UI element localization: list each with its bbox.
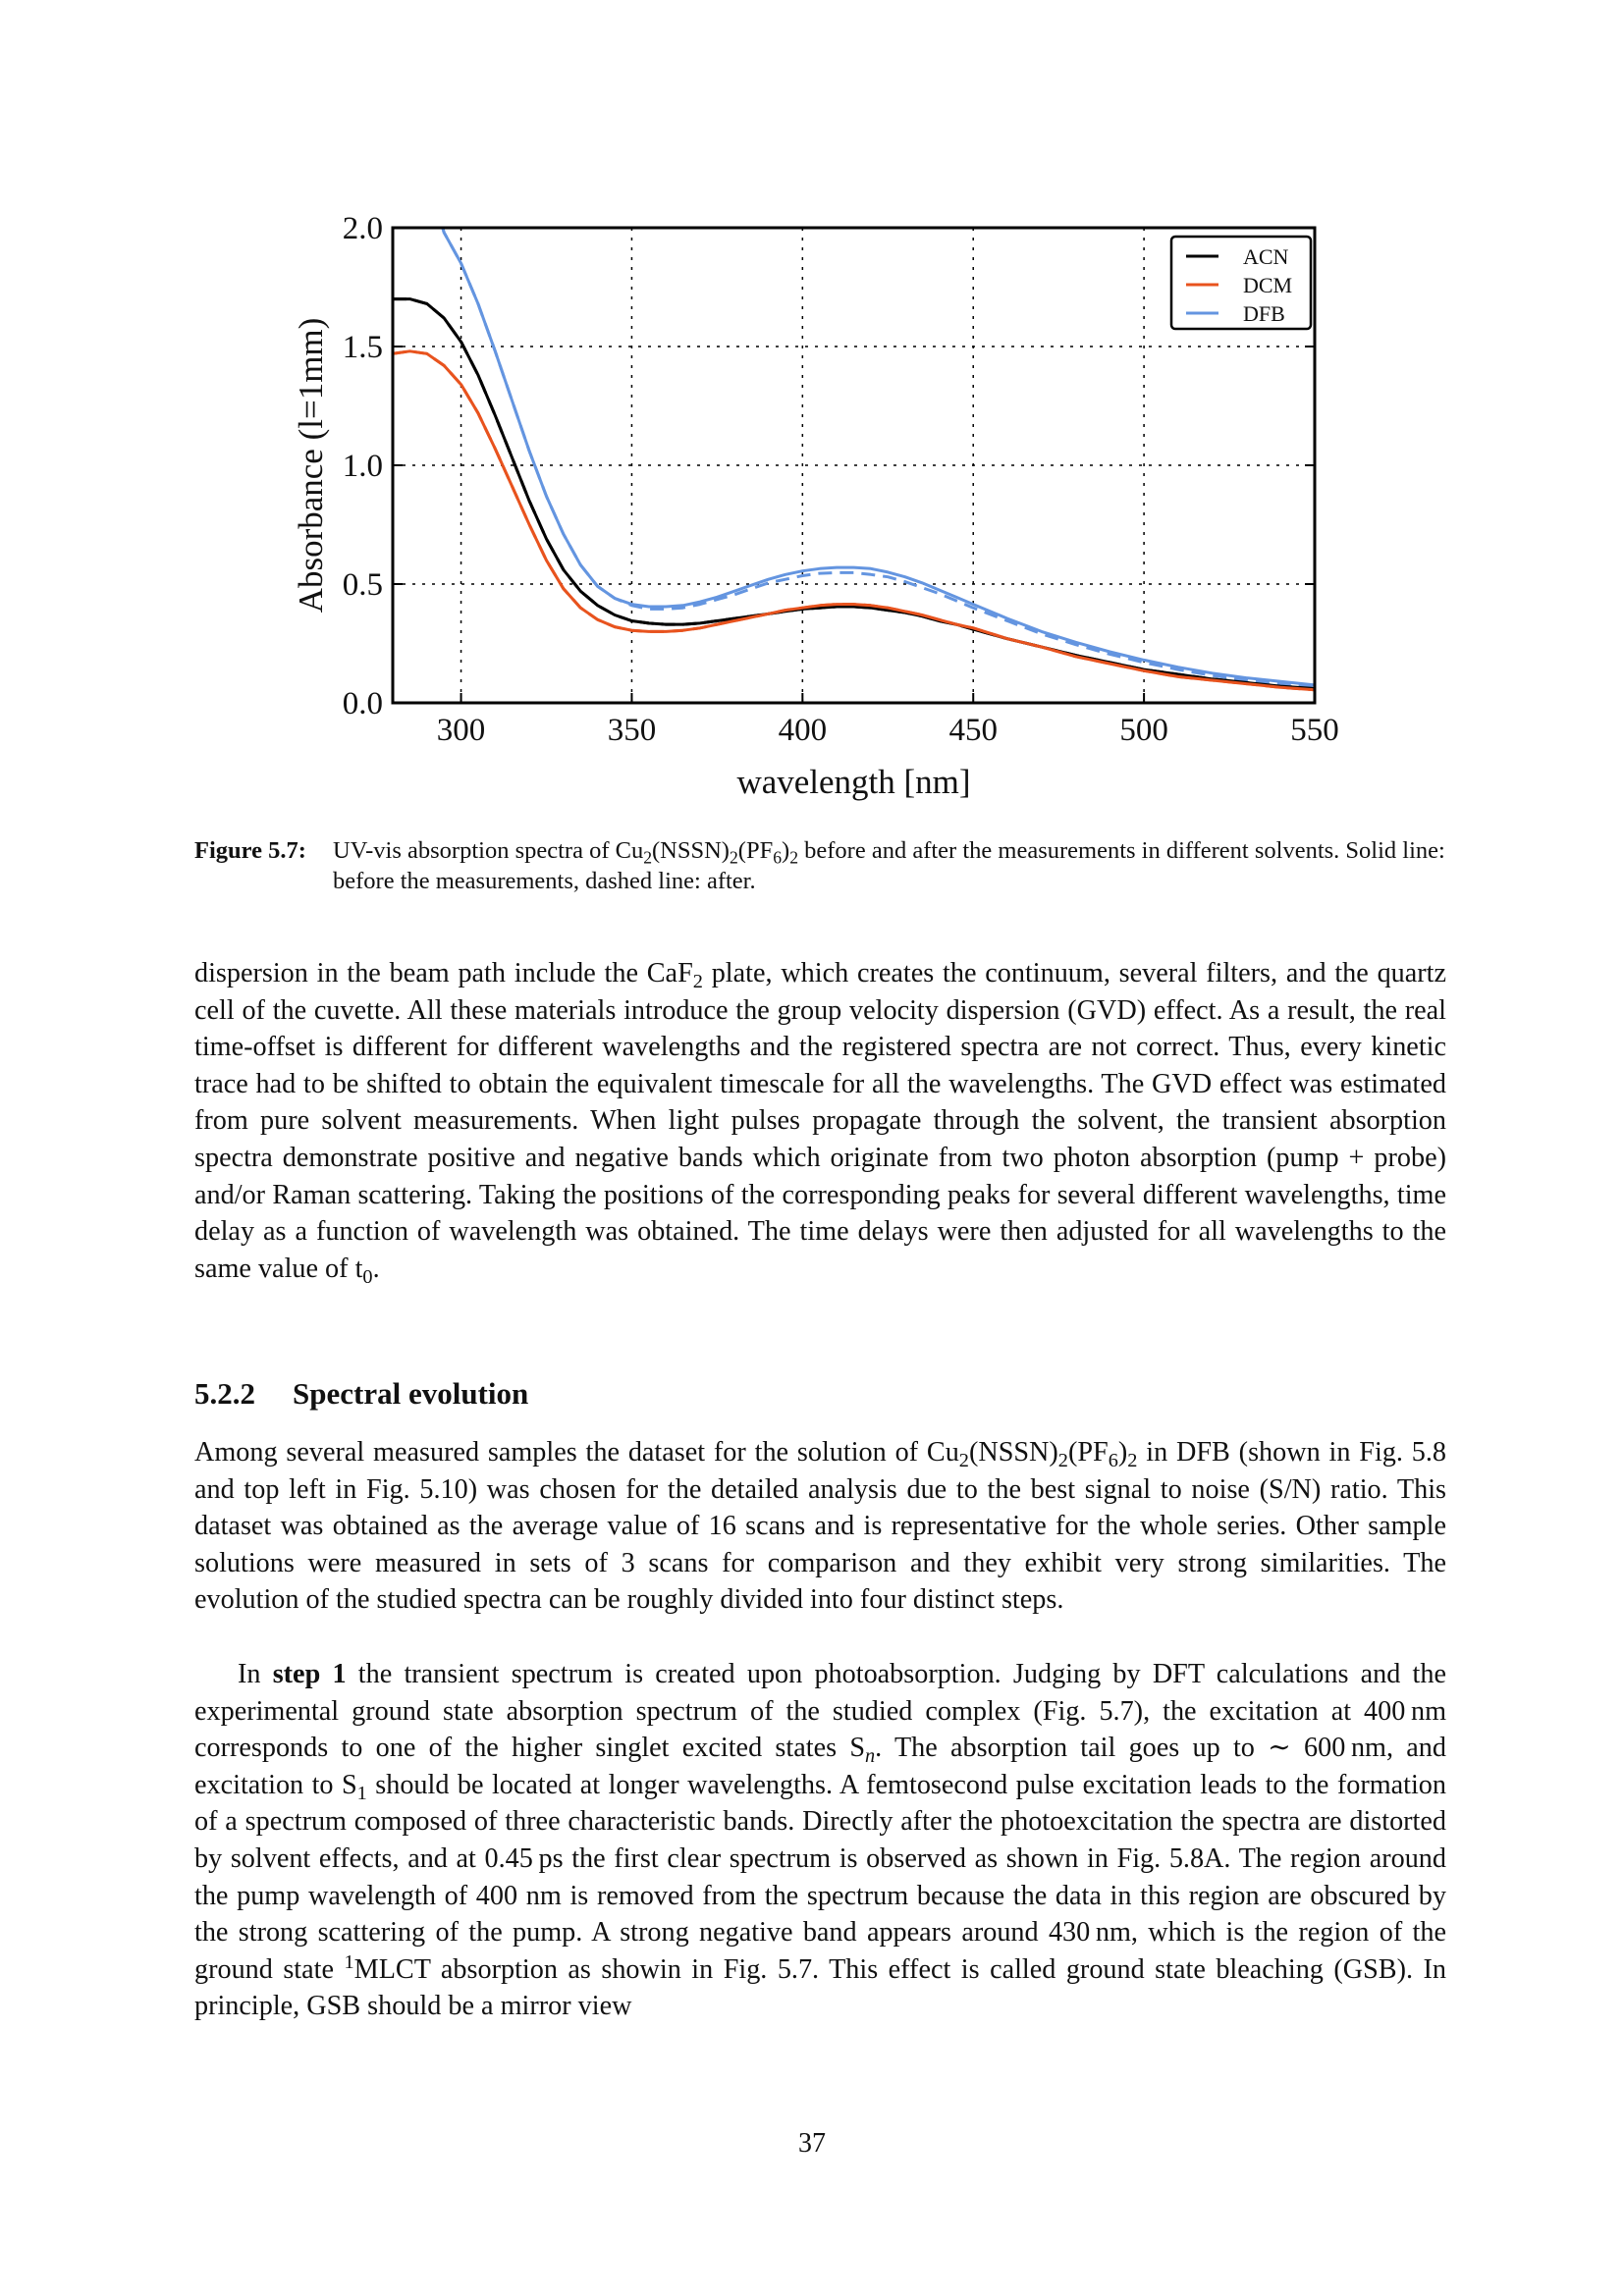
section-number: 5.2.2 — [194, 1376, 255, 1411]
x-tick-label: 550 — [1290, 713, 1339, 748]
series-dcm-dashed — [393, 351, 1315, 690]
figure-caption — [194, 835, 1446, 896]
x-axis-label: wavelength [nm] — [736, 763, 971, 801]
page-number: 37 — [798, 2128, 826, 2159]
paragraph-step1: In step 1 the transient spectrum is created upon photoabsorption. Judging by DFT calculations and the experimental ground state absorption spectrum of the studied complex (Fig. 5.7), the excitation at 400 nm corresponds to one of the higher singlet excited states $S_n$. The absorption tail goes up to ∼ 600 nm, and excitation to $S_1$ should be located at longer wavelengths. A femtosecond pulse excitation leads to the formation of a spectrum composed of three characteristic bands. Directly after the photoexcitation the spectra are distorted by solvent effects, and at 0.45 ps the first clear spectrum is observed as shown in Fig. 5.8A. The region around the pump wavelength of 400 nm is removed from the spectrum because the data in this region are obscured by the strong scattering of the pump. A strong negative band appears around 430 nm, which is the region of the ground state $^1$MLCT absorption as showin in Fig. 5.7. This effect is called ground state bleaching (GSB). In principle, GSB should be a mirror view — [194, 1659, 1446, 2022]
x-tick-label: 300 — [436, 713, 486, 748]
x-tick-label: 350 — [607, 713, 657, 748]
figure-5-7 — [0, 0, 1624, 805]
absorption-chart — [0, 0, 1624, 805]
legend — [1171, 237, 1311, 329]
legend-label-dcm: DCM — [1243, 273, 1293, 297]
x-tick-label: 400 — [778, 713, 828, 748]
y-axis-label: Absorbance (l=1mm) — [292, 317, 330, 614]
series-dcm-solid — [393, 351, 1315, 690]
x-tick-label: 450 — [948, 713, 998, 748]
caption-label: Figure 5.7: — [194, 837, 306, 864]
y-tick-label: 0.0 — [342, 686, 383, 721]
legend-label-dfb: DFB — [1243, 301, 1285, 326]
x-tick-label: 500 — [1119, 713, 1168, 748]
section-heading — [194, 1376, 528, 1412]
paragraph-dataset: Among several measured samples the dataset for the solution of $Cu_2(NSSN)_2(PF_6)_2$ in DFB (shown in Fig. 5.8 and top left in Fig. 5.10) was chosen for the detailed analysis due to the best signal to noise (S/N) ratio. This dataset was obtained as the average value of 16 scans and is representative for the whole series. Other sample solutions were measured in sets of 3 scans for comparison and they exhibit very strong similarities. The evolution of the studied spectra can be roughly divided into four distinct steps. — [194, 1437, 1446, 1616]
y-tick-label: 1.5 — [342, 330, 383, 365]
y-tick-label: 1.0 — [342, 449, 383, 484]
legend-label-acn: ACN — [1243, 244, 1289, 269]
caption-text: UV-vis absorption spectra of $Cu_2(NSSN)_2(PF_6)_2$ before and after the measurements in different solvents. Solid line: before the measurements, dashed line: after. — [333, 837, 1445, 894]
section-title: Spectral evolution — [293, 1376, 529, 1411]
y-tick-label: 2.0 — [342, 211, 383, 246]
series-acn-solid — [393, 299, 1315, 689]
y-tick-label: 0.5 — [342, 567, 383, 603]
paragraph-gvd: dispersion in the beam path include the CaF$_2$ plate, which creates the continuum, several filters, and the quartz cell of the cuvette. All these materials introduce the group velocity dispersion (GVD) effect. As a result, the real time-offset is different for different wavelengths and the registered spectra are not correct. Thus, every kinetic trace had to be shifted to obtain the equivalent timescale for all the wavelengths. The GVD effect was estimated from pure solvent measurements. When light pulses propagate through the solvent, the transient absorption spectra demonstrate positive and negative bands which originate from two photon absorption (pump + probe) and/or Raman scattering. Taking the positions of the corresponding peaks for several different wavelengths, time delay as a function of wavelength was obtained. The time delays were then adjusted for all wavelengths to the same value of $t_0$. — [194, 958, 1446, 1288]
series-acn-dashed — [393, 299, 1315, 689]
